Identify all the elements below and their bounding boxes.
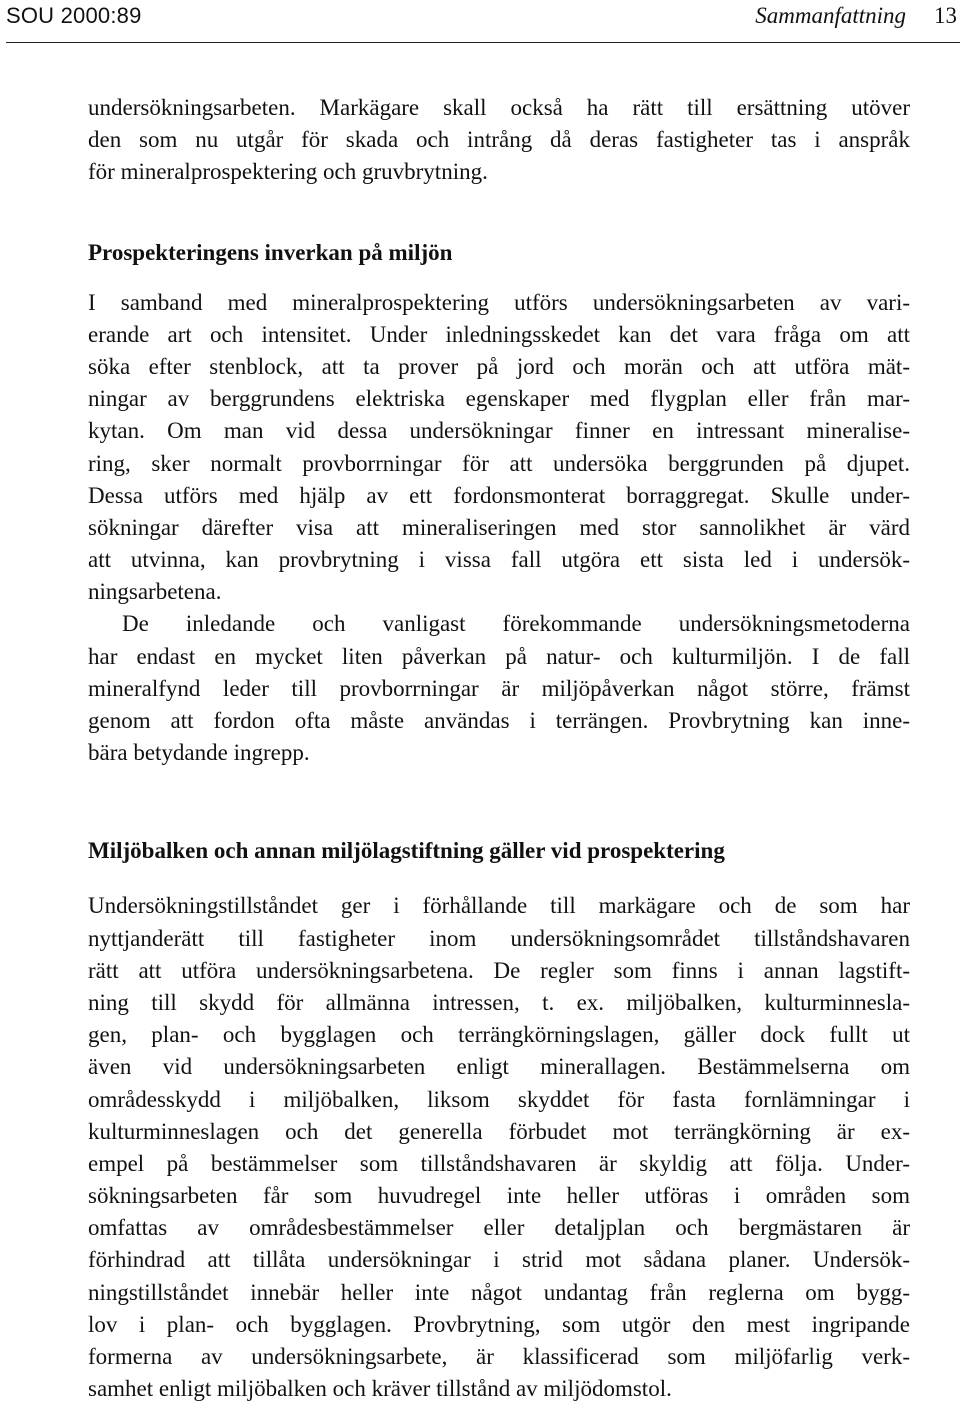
- text-line: mineralfynd leder till provborrningar är miljöpåverkan något större, främst: [88, 675, 910, 701]
- text-line: kulturminneslagen och det generella förbudet mot terrängkörning är ex-: [88, 1118, 910, 1144]
- page-number: 13: [934, 3, 957, 28]
- text-line: ningsarbetena.: [88, 579, 222, 605]
- text-line: ningstillståndet innebär heller inte något undantag från reglerna om bygg-: [88, 1279, 910, 1305]
- text-line: rätt att utföra undersökningsarbetena. De regler som finns i annan lagstift-: [88, 957, 910, 983]
- text-line: kytan. Om man vid dessa undersökningar finner en intressant mineralise-: [88, 418, 910, 444]
- text-line: I samband med mineralprospektering utförs undersökningsarbeten av vari-: [88, 289, 910, 315]
- header-right: [755, 4, 957, 28]
- text-line: ning till skydd för allmänna intressen, t. ex. miljöbalken, kulturminnesla-: [88, 989, 910, 1015]
- text-line: nyttjanderätt till fastigheter inom undersökningsområdet tillståndshavaren: [88, 925, 910, 951]
- section-heading: Prospekteringens inverkan på miljön: [88, 239, 453, 265]
- text-line: sökningar därefter visa att mineraliseringen med stor sannolikhet är värd: [88, 514, 910, 540]
- text-line: Dessa utförs med hjälp av ett fordonsmonterat borraggregat. Skulle under-: [88, 482, 910, 508]
- text-line: undersökningsarbeten. Markägare skall också ha rätt till ersättning utöver: [88, 95, 910, 120]
- paragraph: [88, 608, 910, 769]
- text-line: att utvinna, kan provbrytning i vissa fall utgöra ett sista led i undersök-: [88, 547, 910, 573]
- text-line: den som nu utgår för skada och intrång då deras fastigheter tas i anspråk: [88, 127, 910, 153]
- text-line: omfattas av områdesbestämmelser eller detaljplan och bergmästaren är: [88, 1215, 910, 1241]
- text-line: Undersökningstillståndet ger i förhållande till markägare och de som har: [88, 893, 910, 919]
- text-line: bära betydande ingrepp.: [88, 740, 310, 766]
- text-line: förhindrad att tillåta undersökningar i strid mot sådana planer. Undersök-: [88, 1247, 910, 1273]
- text-line: De inledande och vanligast förekommande undersökningsmetoderna: [122, 611, 910, 637]
- text-line: samhet enligt miljöbalken och kräver tillstånd av miljödomstol.: [88, 1376, 672, 1402]
- paragraph: [88, 890, 910, 1405]
- text-line: lov i plan- och bygglagen. Provbrytning, som utgör den mest ingripande: [88, 1311, 910, 1337]
- page-body: [88, 92, 910, 1405]
- text-line: genom att fordon ofta måste användas i terrängen. Provbrytning kan inne-: [88, 708, 910, 733]
- paragraph: [88, 287, 910, 609]
- text-line: erande art och intensitet. Under inledningsskedet kan det vara fråga om att: [88, 321, 910, 347]
- section-title: Sammanfattning: [755, 3, 906, 28]
- text-line: ningar av berggrundens elektriska egenskaper med flygplan eller från mar-: [88, 386, 910, 412]
- document-id: SOU 2000:89: [6, 3, 142, 28]
- intro-paragraph: [88, 92, 910, 189]
- text-line: ring, sker normalt provborrningar för att undersöka berggrunden på djupet.: [88, 450, 910, 476]
- text-line: även vid undersökningsarbeten enligt minerallagen. Bestämmelserna om: [88, 1054, 910, 1080]
- text-line: har endast en mycket liten påverkan på natur- och kulturmiljön. I de fall: [88, 643, 910, 669]
- section-heading: Miljöbalken och annan miljölagstiftning gäller vid prospektering: [88, 838, 725, 864]
- header-rule: [6, 42, 960, 43]
- running-header: [0, 0, 960, 46]
- text-line: gen, plan- och bygglagen och terrängkörningslagen, gäller dock fullt ut: [88, 1022, 910, 1048]
- text-line: empel på bestämmelser som tillståndshavaren är skyldig att följa. Under-: [88, 1150, 910, 1176]
- text-line: söka efter stenblock, att ta prover på jord och morän och att utföra mät-: [88, 353, 910, 379]
- text-line: för mineralprospektering och gruvbrytning.: [88, 159, 488, 185]
- text-line: sökningsarbeten får som huvudregel inte heller utföras i områden som: [88, 1183, 910, 1209]
- text-line: områdesskydd i miljöbalken, liksom skyddet för fasta fornlämningar i: [88, 1086, 910, 1112]
- text-line: formerna av undersökningsarbete, är klassificerad som miljöfarlig verk-: [88, 1344, 910, 1369]
